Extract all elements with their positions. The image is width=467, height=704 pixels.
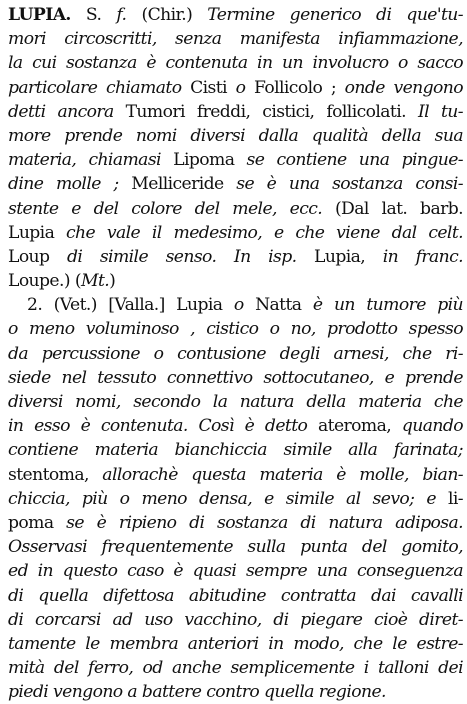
text-segment: mori circoscritti, senza manifesta infiammazione, bbox=[8, 29, 463, 50]
entry-line bbox=[8, 3, 463, 27]
text-segment: ed in questo caso è quasi sempre una conseguenza bbox=[8, 561, 463, 582]
text-segment: f. bbox=[116, 5, 127, 25]
dictionary-page bbox=[8, 3, 463, 704]
text-segment: Termine generico di que'tu- bbox=[207, 5, 463, 25]
text-segment: Il tu- bbox=[405, 101, 463, 122]
text-segment: mità del ferro, od anche semplicemente i talloni dei bbox=[8, 658, 463, 679]
sense-line bbox=[8, 438, 463, 462]
text-segment: è un tumore più bbox=[301, 295, 463, 316]
text-segment: piedi vengono a battere contro quella regione. bbox=[8, 682, 386, 703]
text-segment: Melliceride bbox=[131, 174, 224, 195]
text-segment: o bbox=[222, 295, 256, 316]
text-segment: more prende nomi diversi dalla qualità della sua bbox=[8, 125, 463, 146]
text-segment: in franc. bbox=[365, 246, 463, 267]
entry-lupia-sense-2 bbox=[8, 293, 463, 704]
text-segment: Natta bbox=[255, 295, 302, 316]
text-segment: ; bbox=[322, 77, 345, 98]
text-segment: ateroma, bbox=[318, 416, 392, 437]
text-segment: se è una sostanza consi- bbox=[223, 174, 463, 195]
text-segment: (Chir.) bbox=[126, 5, 208, 25]
text-segment: detti ancora bbox=[8, 101, 126, 122]
sense-line bbox=[8, 390, 463, 414]
sense-line bbox=[8, 535, 463, 559]
entry-line bbox=[8, 124, 463, 148]
text-segment: stente e del colore del mele, ecc. bbox=[8, 198, 323, 219]
text-segment: ) bbox=[109, 271, 116, 292]
entry-line bbox=[8, 100, 463, 124]
text-segment: Cisti bbox=[190, 77, 227, 98]
text-segment: dine molle ; bbox=[8, 174, 132, 195]
text-segment: o meno voluminoso , cistico o no, prodotto spesso bbox=[8, 319, 463, 340]
text-segment: onde vengono bbox=[344, 77, 464, 98]
entry-line bbox=[8, 269, 463, 293]
text-segment: Lupia bbox=[8, 222, 55, 243]
text-segment: LUPIA. bbox=[8, 5, 71, 25]
entry-line bbox=[8, 148, 463, 172]
text-segment: li- bbox=[447, 488, 463, 509]
sense-line bbox=[8, 414, 463, 438]
text-segment: di quella difettosa abitudine contratta dai cavalli bbox=[8, 585, 463, 606]
sense-line bbox=[8, 680, 463, 704]
entry-line bbox=[8, 172, 463, 196]
sense-line bbox=[8, 366, 463, 390]
text-segment: particolare chiamato bbox=[8, 77, 191, 98]
entry-line bbox=[8, 197, 463, 221]
text-segment: (Dal lat. barb. bbox=[322, 198, 463, 219]
sense-line bbox=[8, 559, 463, 583]
text-segment: di corcarsi ad uso vacchino, di piegare cioè diret- bbox=[8, 609, 463, 630]
text-segment: diversi nomi, secondo la natura della materia che bbox=[8, 392, 463, 412]
entry-line bbox=[8, 221, 463, 245]
text-segment: Follicolo bbox=[253, 77, 323, 98]
text-segment: siede nel tessuto connettivo sottocutaneo, e prende bbox=[8, 367, 463, 388]
text-segment: la cui sostanza è contenuta in un involucro o sacco bbox=[8, 53, 463, 74]
sense-line bbox=[8, 317, 463, 341]
entry-line bbox=[8, 76, 463, 100]
text-segment: 2. (Vet.) [Valla.] Lupia bbox=[27, 295, 223, 316]
sense-line bbox=[8, 584, 463, 608]
sense-line bbox=[8, 487, 463, 511]
text-segment: se contiene una pingue- bbox=[234, 150, 463, 171]
sense-line bbox=[8, 511, 463, 535]
text-segment: Tumori freddi, cistici, follicolati. bbox=[125, 101, 406, 122]
text-segment: Osservasi frequentemente sulla punta del gomito, bbox=[8, 537, 463, 558]
sense-line bbox=[8, 293, 463, 317]
text-segment: Loup bbox=[8, 246, 50, 267]
text-segment: materia, chiamasi bbox=[8, 150, 174, 171]
entry-line bbox=[8, 27, 463, 51]
sense-line bbox=[8, 342, 463, 366]
text-segment: chiccia, più o meno densa, e simile al sevo; e bbox=[8, 488, 448, 509]
text-segment: Lupia, bbox=[314, 246, 366, 267]
text-segment: o bbox=[226, 77, 254, 98]
text-segment: poma bbox=[8, 512, 54, 533]
entry-line bbox=[8, 245, 463, 269]
sense-line bbox=[8, 656, 463, 680]
text-segment: allorachè questa materia è molle, bian- bbox=[88, 464, 463, 485]
text-segment: in esso è contenuta. Così è detto bbox=[8, 416, 318, 437]
text-segment: quando bbox=[391, 416, 463, 437]
text-segment: da percussione o contusione degli arnesi, che ri- bbox=[8, 343, 463, 364]
text-segment: Lipoma bbox=[173, 150, 235, 171]
text-segment: se è ripieno di sostanza di natura adiposa. bbox=[53, 512, 463, 533]
sense-line bbox=[8, 608, 463, 632]
entry-line bbox=[8, 51, 463, 75]
text-segment: stentoma, bbox=[8, 464, 89, 485]
entry-lupia bbox=[8, 3, 463, 293]
text-segment: Loupe.) ( bbox=[8, 271, 81, 292]
sense-line bbox=[8, 463, 463, 487]
text-segment: di simile senso. In isp. bbox=[49, 246, 315, 267]
text-segment: che vale il medesimo, e che viene dal celt. bbox=[54, 222, 463, 243]
text-segment: Mt. bbox=[80, 271, 110, 292]
text-segment: tamente le membra anteriori in modo, che le estre- bbox=[8, 633, 463, 654]
sense-line bbox=[8, 632, 463, 656]
text-segment: contiene materia bianchiccia simile alla farinata; bbox=[8, 440, 463, 461]
text-segment: S. bbox=[70, 5, 117, 25]
